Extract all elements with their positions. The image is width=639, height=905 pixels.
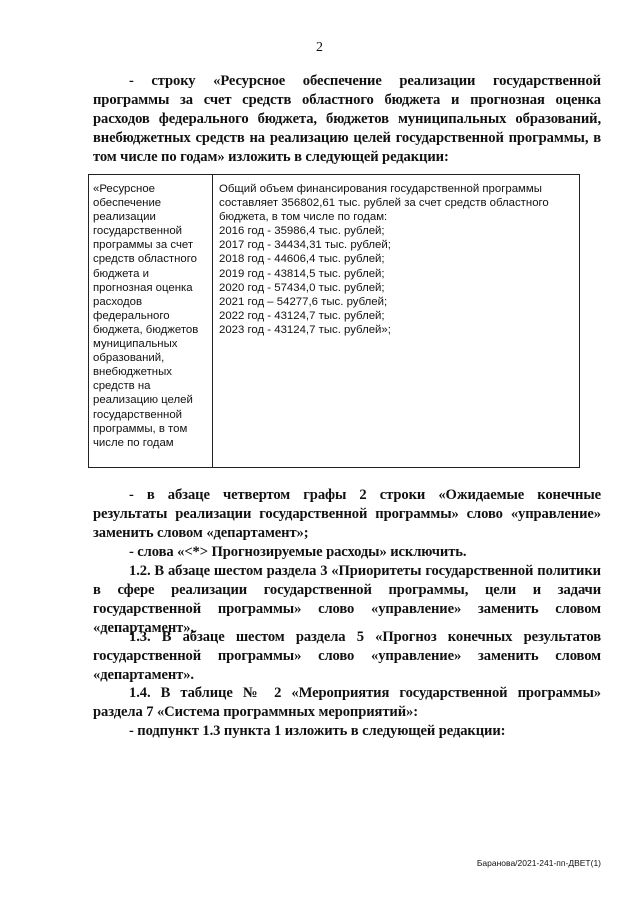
year-line: 2020 год - 57434,0 тыс. рублей; (219, 281, 385, 294)
table-right-cell (213, 175, 579, 467)
resource-table (88, 174, 580, 468)
footer-code: Баранова/2021-241-пп-ДВЕТ(1) (476, 858, 601, 868)
paragraph-1-2: 1.2. В абзаце шестом раздела 3 «Приоритеты государственной политики в сфере реализации государственной программы, цели и задачи государственной программы» слово «управление» заменить словом «департамент». (93, 563, 601, 636)
year-line: 2017 год - 34434,31 тыс. рублей; (219, 239, 391, 252)
paragraph-subitem: - подпункт 1.3 пункта 1 изложить в следующей редакции: (129, 723, 506, 739)
year-line: 2016 год - 35986,4 тыс. рублей; (219, 225, 385, 238)
paragraph-expected-results: - в абзаце четвертом графы 2 строки «Ожидаемые конечные результаты реализации государственной программы» слово «управление» заменить словом «департамент»; (93, 487, 601, 541)
year-line: 2021 год – 54277,6 тыс. рублей; (219, 295, 388, 308)
year-line: 2018 год - 44606,4 тыс. рублей; (219, 253, 385, 266)
page-number: 2 (316, 40, 323, 55)
paragraph-remove-footnote: - слова «<*> Прогнозируемые расходы» исключить. (129, 544, 467, 560)
paragraph-1-4: 1.4. В таблице № 2 «Мероприятия государственной программы» раздела 7 «Система программных мероприятий»: (93, 685, 601, 720)
funding-intro: Общий объем финансирования государственной программы составляет 356802,61 тыс. рублей за счет средств областного бюджета, в том числе по годам: (219, 183, 549, 224)
year-line: 2019 год - 43814,5 тыс. рублей; (219, 267, 385, 280)
intro-paragraph: - строку «Ресурсное обеспечение реализации государственной программы за счет средств областного бюджета и прогнозная оценка расходов федерального бюджета, бюджетов муниципальных образований, внебюджетных средств на реализацию целей государственной программы, в том числе по годам» изложить в следующей редакции: (93, 73, 601, 165)
year-line: 2022 год - 43124,7 тыс. рублей; (219, 309, 385, 322)
table-left-cell: «Ресурсное обеспечение реализации государственной программы за счет средств областного бюджета и прогнозная оценка расходов федерального бюджета, бюджетов муниципальных образований, внебюджетных средств на реализацию целей государственной программы, в том числе по годам (89, 175, 213, 467)
paragraph-1-3: 1.3. В абзаце шестом раздела 5 «Прогноз конечных результатов государственной программы» слово «управление» заменить словом «департамент». (93, 629, 601, 683)
year-line: 2023 год - 43124,7 тыс. рублей»; (219, 323, 391, 336)
